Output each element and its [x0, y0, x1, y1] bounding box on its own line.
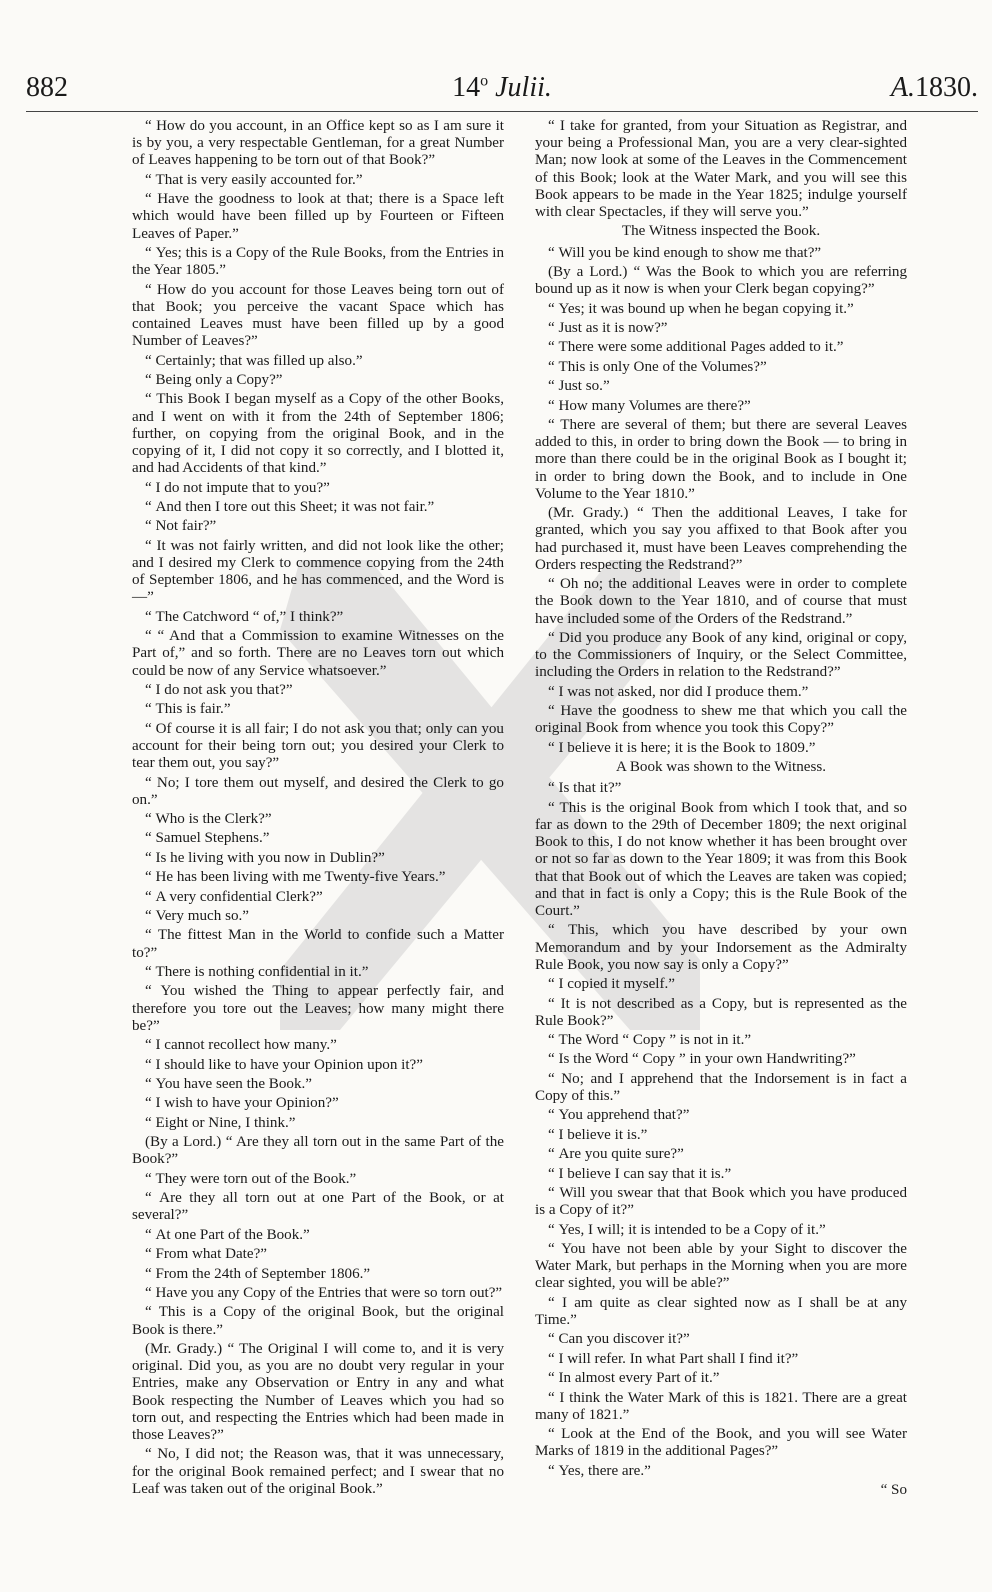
- paragraph: “ Will you be kind enough to show me that?”: [535, 245, 907, 262]
- paragraph: “ From the 24th of September 1806.”: [132, 1266, 504, 1283]
- paragraph: “ Yes; it was bound up when he began copying it.”: [535, 301, 907, 318]
- page-header: [26, 72, 978, 112]
- paragraph: “ I do not impute that to you?”: [132, 480, 504, 497]
- paragraph: “ How do you account, in an Office kept so as I am sure it is by you, a very respectable Gentleman, for a great Number of Leaves happening to be torn out of that Book?”: [132, 118, 504, 170]
- paragraph: “ Is that it?”: [535, 780, 907, 797]
- paragraph: “ I do not ask you that?”: [132, 682, 504, 699]
- paragraph: “ This is only One of the Volumes?”: [535, 359, 907, 376]
- left-column: [132, 118, 504, 1500]
- paragraph: “ That is very easily accounted for.”: [132, 172, 504, 189]
- paragraph: “ Will you swear that that Book which you have produced is a Copy of it?”: [535, 1185, 907, 1219]
- paragraph: “ Oh no; the additional Leaves were in order to complete the Book down to the Year 1810, and of course that must have included some of the Orders of the Redstrand.”: [535, 576, 907, 628]
- paragraph: “ This, which you have described by your own Memorandum and by your Indorsement as the Admiralty Rule Book, you now say is only a Copy?”: [535, 922, 907, 974]
- paragraph: “ Samuel Stephens.”: [132, 830, 504, 847]
- paragraph: “ Eight or Nine, I think.”: [132, 1115, 504, 1132]
- paragraph: “ There is nothing confidential in it.”: [132, 964, 504, 981]
- paragraph: “ You wished the Thing to appear perfectly fair, and therefore you tore out the Leaves; how many might there be?”: [132, 983, 504, 1035]
- catchword: “ So: [880, 1482, 907, 1499]
- paragraph: “ This is fair.”: [132, 701, 504, 718]
- paragraph: “ Is the Word “ Copy ” in your own Handwriting?”: [535, 1051, 907, 1068]
- paragraph: “ I am quite as clear sighted now as I shall be at any Time.”: [535, 1295, 907, 1329]
- year-value: 1830.: [915, 72, 978, 103]
- paragraph: “ Just so.”: [535, 378, 907, 395]
- paragraph: “ The Catchword “ of,” I think?”: [132, 609, 504, 626]
- paragraph: “ I believe it is.”: [535, 1127, 907, 1144]
- year-prefix: A.: [890, 72, 915, 103]
- paragraph: “ “ And that a Commission to examine Witnesses on the Part of,” and so forth. There are no Leaves torn out which could be now of any Service whatsoever.”: [132, 628, 504, 680]
- paragraph: (By a Lord.) “ Was the Book to which you are referring bound up as it now is when your Clerk began copying?”: [535, 264, 907, 298]
- paragraph: (Mr. Grady.) “ The Original I will come to, and it is very original. Did you, as you are no doubt very regular in your Entries, make any Observation or Entry in any and what Book respecting the Number of Leaves which you had so torn out, and respecting the Entries which had been made in those Leaves?”: [132, 1340, 504, 1443]
- paragraph: “ I will refer. In what Part shall I find it?”: [535, 1351, 907, 1368]
- paragraph: “ In almost every Part of it.”: [535, 1370, 907, 1387]
- paragraph: “ And then I tore out this Sheet; it was not fair.”: [132, 499, 504, 516]
- date-month: Julii.: [495, 72, 552, 103]
- paragraph: “ No; I tore them out myself, and desired the Clerk to go on.”: [132, 775, 504, 809]
- paragraph: “ No, I did not; the Reason was, that it was unnecessary, for the original Book remained perfect; and I swear that no Leaf was taken out of the original Book.”: [132, 1446, 504, 1498]
- paragraph: “ Yes, there are.”: [535, 1463, 907, 1480]
- paragraph: (By a Lord.) “ Are they all torn out in the same Part of the Book?”: [132, 1134, 504, 1168]
- running-date: [26, 72, 978, 104]
- paragraph: “ This is a Copy of the original Book, but the original Book is there.”: [132, 1304, 504, 1338]
- paragraph: “ A very confidential Clerk?”: [132, 889, 504, 906]
- paragraph: “ You have seen the Book.”: [132, 1076, 504, 1093]
- paragraph: The Witness inspected the Book.: [621, 223, 821, 240]
- paragraph: “ Can you discover it?”: [535, 1331, 907, 1348]
- paragraph: “ At one Part of the Book.”: [132, 1227, 504, 1244]
- paragraph: “ How many Volumes are there?”: [535, 398, 907, 415]
- paragraph: A Book was shown to the Witness.: [615, 759, 826, 776]
- year-label: [891, 72, 978, 104]
- page-number: 882: [26, 72, 68, 103]
- paragraph: “ The fittest Man in the World to confide such a Matter to?”: [132, 927, 504, 961]
- paragraph: “ Is he living with you now in Dublin?”: [132, 850, 504, 867]
- paragraph: “ How do you account for those Leaves being torn out of that Book; you perceive the vacant Space which has contained Leaves must have been filled up by a good Number of Leaves?”: [132, 282, 504, 351]
- paragraph: “ The Word “ Copy ” is not in it.”: [535, 1032, 907, 1049]
- paragraph: “ Did you produce any Book of any kind, original or copy, to the Commissioners of Inquiry, or the Select Committee, including the Orders in relation to the Redstrand?”: [535, 630, 907, 682]
- paragraph: “ I wish to have your Opinion?”: [132, 1095, 504, 1112]
- paragraph: “ There are several of them; but there are several Leaves added to this, in order to bring down the Book — to bring in more than there could be in the original Book as I bought it; in order to bring down the Book, and to include in One Volume to the Year 1810.”: [535, 417, 907, 503]
- paragraph: “ This Book I began myself as a Copy of the other Books, and I went on with it from the 24th of September 1806; further, on copying from the original Book, and in the copying of it, I did not copy it so correctly, and I blotted it, and had Accidents of that kind.”: [132, 391, 504, 477]
- paragraph: “ Have the goodness to look at that; there is a Space left which would have been filled up by Fourteen or Fifteen Leaves of Paper.”: [132, 191, 504, 243]
- paragraph: “ I should like to have your Opinion upon it?”: [132, 1057, 504, 1074]
- paragraph: “ I believe I can say that it is.”: [535, 1166, 907, 1183]
- paragraph: “ It is not described as a Copy, but is represented as the Rule Book?”: [535, 996, 907, 1030]
- paragraph: “ Yes; this is a Copy of the Rule Books, from the Entries in the Year 1805.”: [132, 245, 504, 279]
- paragraph: “ I think the Water Mark of this is 1821. There are a great many of 1821.”: [535, 1390, 907, 1424]
- paragraph: “ It was not fairly written, and did not look like the other; and I desired my Clerk to commence copying from the 24th of September 1806, and he has commenced, and the Word is—”: [132, 538, 504, 607]
- paragraph: “ Look at the End of the Book, and you will see Water Marks of 1819 in the additional Pages?”: [535, 1426, 907, 1460]
- paragraph: “ There were some additional Pages added to it.”: [535, 339, 907, 356]
- header-rule: [26, 111, 978, 112]
- paragraph: “ I take for granted, from your Situation as Registrar, and your being a Professional Man, you are a very clear-sighted Man; now look at some of the Leaves in the Commencement of this Book; look at the Water Mark, and you will see this Book appears to be made in the Year 1825; indulge yourself with clear Spectacles, if they will serve you.”: [535, 118, 907, 221]
- date-ordinal: o: [480, 72, 489, 90]
- paragraph: “ I was not asked, nor did I produce them.”: [535, 684, 907, 701]
- paragraph: “ They were torn out of the Book.”: [132, 1171, 504, 1188]
- paragraph: “ Not fair?”: [132, 518, 504, 535]
- paragraph: “ Have you any Copy of the Entries that were so torn out?”: [132, 1285, 504, 1302]
- right-column: [535, 118, 907, 1499]
- paragraph: “ He has been living with me Twenty-five Years.”: [132, 869, 504, 886]
- paragraph: “ Just as it is now?”: [535, 320, 907, 337]
- paragraph: “ Who is the Clerk?”: [132, 811, 504, 828]
- paragraph: “ No; and I apprehend that the Indorsement is in fact a Copy of this.”: [535, 1071, 907, 1105]
- paragraph: “ You have not been able by your Sight to discover the Water Mark, but perhaps in the Morning when you are more clear sighted, you will be able?”: [535, 1241, 907, 1293]
- paragraph: “ Are you quite sure?”: [535, 1146, 907, 1163]
- paragraph: “ Have the goodness to shew me that which you call the original Book from whence you took this Copy?”: [535, 703, 907, 737]
- paragraph: “ Are they all torn out at one Part of the Book, or at several?”: [132, 1190, 504, 1224]
- paragraph: “ Certainly; that was filled up also.”: [132, 353, 504, 370]
- date-day: 14: [452, 72, 481, 103]
- paragraph: (Mr. Grady.) “ Then the additional Leaves, I take for granted, which you say you affixed to that Book after you had purchased it, must have been Leaves comprehending the Orders respecting the Redstrand?”: [535, 505, 907, 573]
- paragraph: “ Yes, I will; it is intended to be a Copy of it.”: [535, 1222, 907, 1239]
- paragraph: “ I cannot recollect how many.”: [132, 1037, 504, 1054]
- paragraph: “ Of course it is all fair; I do not ask you that; only can you account for their being torn out; you desired your Clerk to tear them out, you say?”: [132, 721, 504, 773]
- paragraph: “ This is the original Book from which I took that, and so far as down to the 29th of December 1809; the next original Book to this, I do not know whether it has been brought over or not so far as down to the Year 1809; it was from this Book that that Book out of which the Leaves are taken was copied; and that in fact is only a Copy; this is the Rule Book of the Court.”: [535, 800, 907, 920]
- paragraph: “ I copied it myself.”: [535, 976, 907, 993]
- paragraph: “ From what Date?”: [132, 1246, 504, 1263]
- paragraph: “ Being only a Copy?”: [132, 372, 504, 389]
- paragraph: “ Very much so.”: [132, 908, 504, 925]
- paragraph: “ You apprehend that?”: [535, 1107, 907, 1124]
- paragraph: “ I believe it is here; it is the Book to 1809.”: [535, 740, 907, 757]
